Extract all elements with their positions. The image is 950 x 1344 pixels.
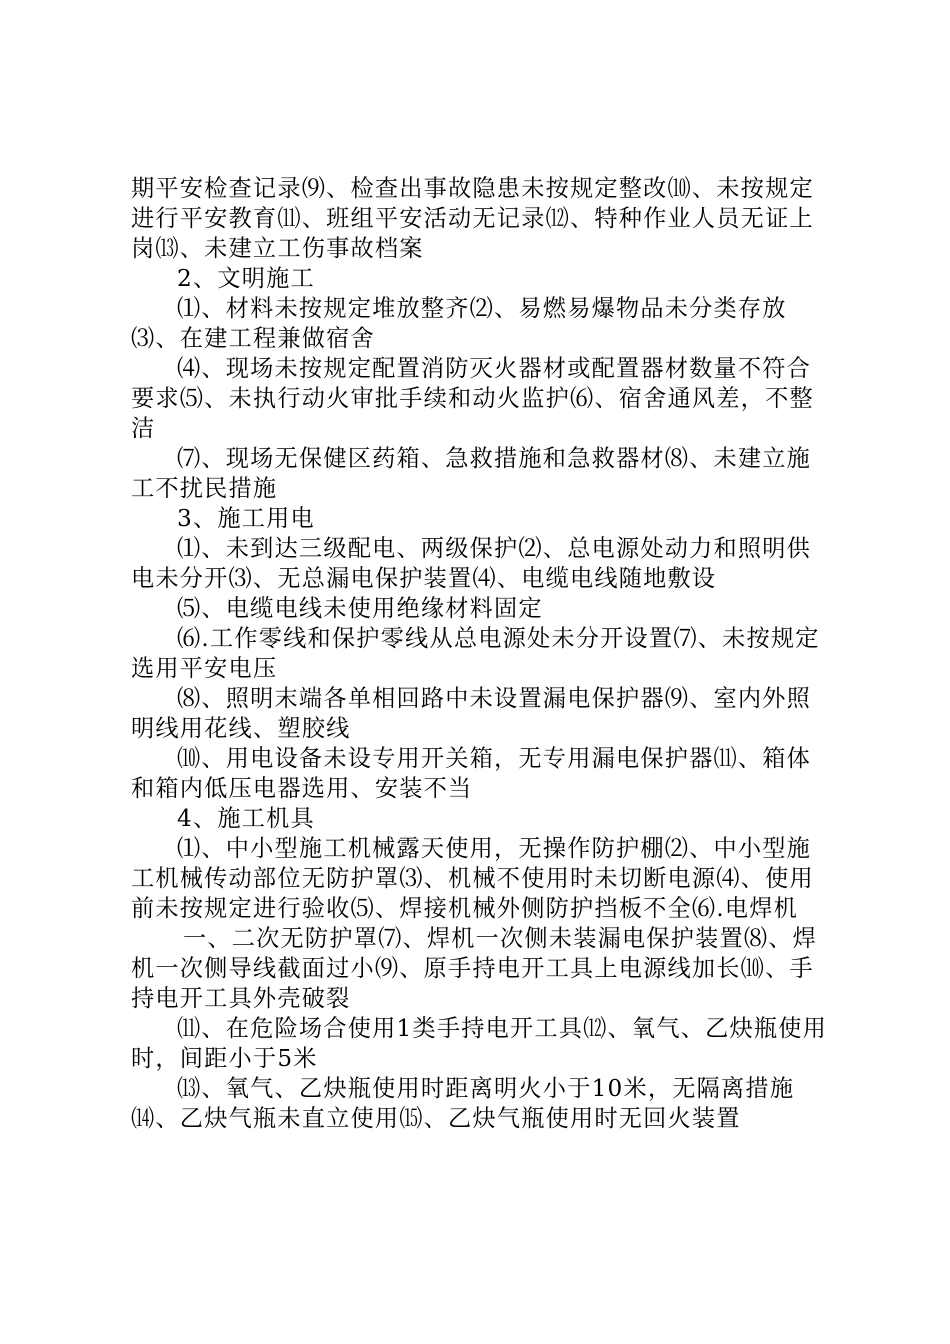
- paragraph-item: 一、二次无防护罩⑺、焊机一次侧未装漏电保护装置⑻、焊机一次侧导线截面过小⑼、原手持电开工具上电源线加长⑽、手持电开工具外壳破裂: [131, 925, 818, 1012]
- paragraph-item: ⑺、现场无保健区药箱、急救措施和急救器材⑻、未建立施工不扰民措施: [131, 445, 812, 502]
- paragraph-item: ⑾、在危险场合使用1类手持电开工具⑿、氧气、乙炔瓶使用时，间距小于5米: [131, 1015, 828, 1072]
- paragraph-item: ⑻、照明末端各单相回路中未设置漏电保护器⑼、室内外照明线用花线、塑胶线: [131, 685, 812, 742]
- paragraph-item: ⑴、材料未按规定堆放整齐⑵、易燃易爆物品未分类存放⑶、在建工程兼做宿舍: [131, 295, 787, 352]
- section-heading-construction-electricity: 3、施工用电: [177, 505, 315, 532]
- paragraph-item: ⒀、氧气、乙炔瓶使用时距离明火小于10米，无隔离措施⒁、乙炔气瓶未直立使用⒂、乙炔气瓶使用时无回火装置: [131, 1075, 795, 1132]
- paragraph-item: ⑴、未到达三级配电、两级保护⑵、总电源处动力和照明供电未分开⑶、无总漏电保护装置⑷、电缆电线随地敷设: [131, 535, 812, 592]
- document-body: [131, 174, 835, 1134]
- paragraph-item: ⑽、用电设备未设专用开关箱，无专用漏电保护器⑾、箱体和箱内低压电器选用、安装不当: [131, 745, 812, 802]
- paragraph-item: ⑹.工作零线和保护零线从总电源处未分开设置⑺、未按规定选用平安电压: [131, 625, 820, 682]
- paragraph-continuation: 期平安检查记录⑼、检查出事故隐患未按规定整改⑽、未按规定进行平安教育⑾、班组平安活动无记录⑿、特种作业人员无证上岗⒀、未建立工伤事故档案: [131, 175, 814, 262]
- paragraph-item: ⑴、中小型施工机械露天使用，无操作防护棚⑵、中小型施工机械传动部位无防护罩⑶、机械不使用时未切断电源⑷、使用前未按规定进行验收⑸、焊接机械外侧防护挡板不全⑹.电焊机: [131, 835, 814, 922]
- section-heading-civilized-construction: 2、文明施工: [177, 265, 315, 292]
- paragraph-item: ⑸、电缆电线未使用绝缘材料固定: [177, 595, 543, 622]
- section-heading-construction-machinery: 4、施工机具: [177, 805, 315, 832]
- paragraph-item: ⑷、现场未按规定配置消防灭火器材或配置器材数量不符合要求⑸、未执行动火审批手续和动火监护⑹、宿舍通风差，不整洁: [131, 355, 814, 442]
